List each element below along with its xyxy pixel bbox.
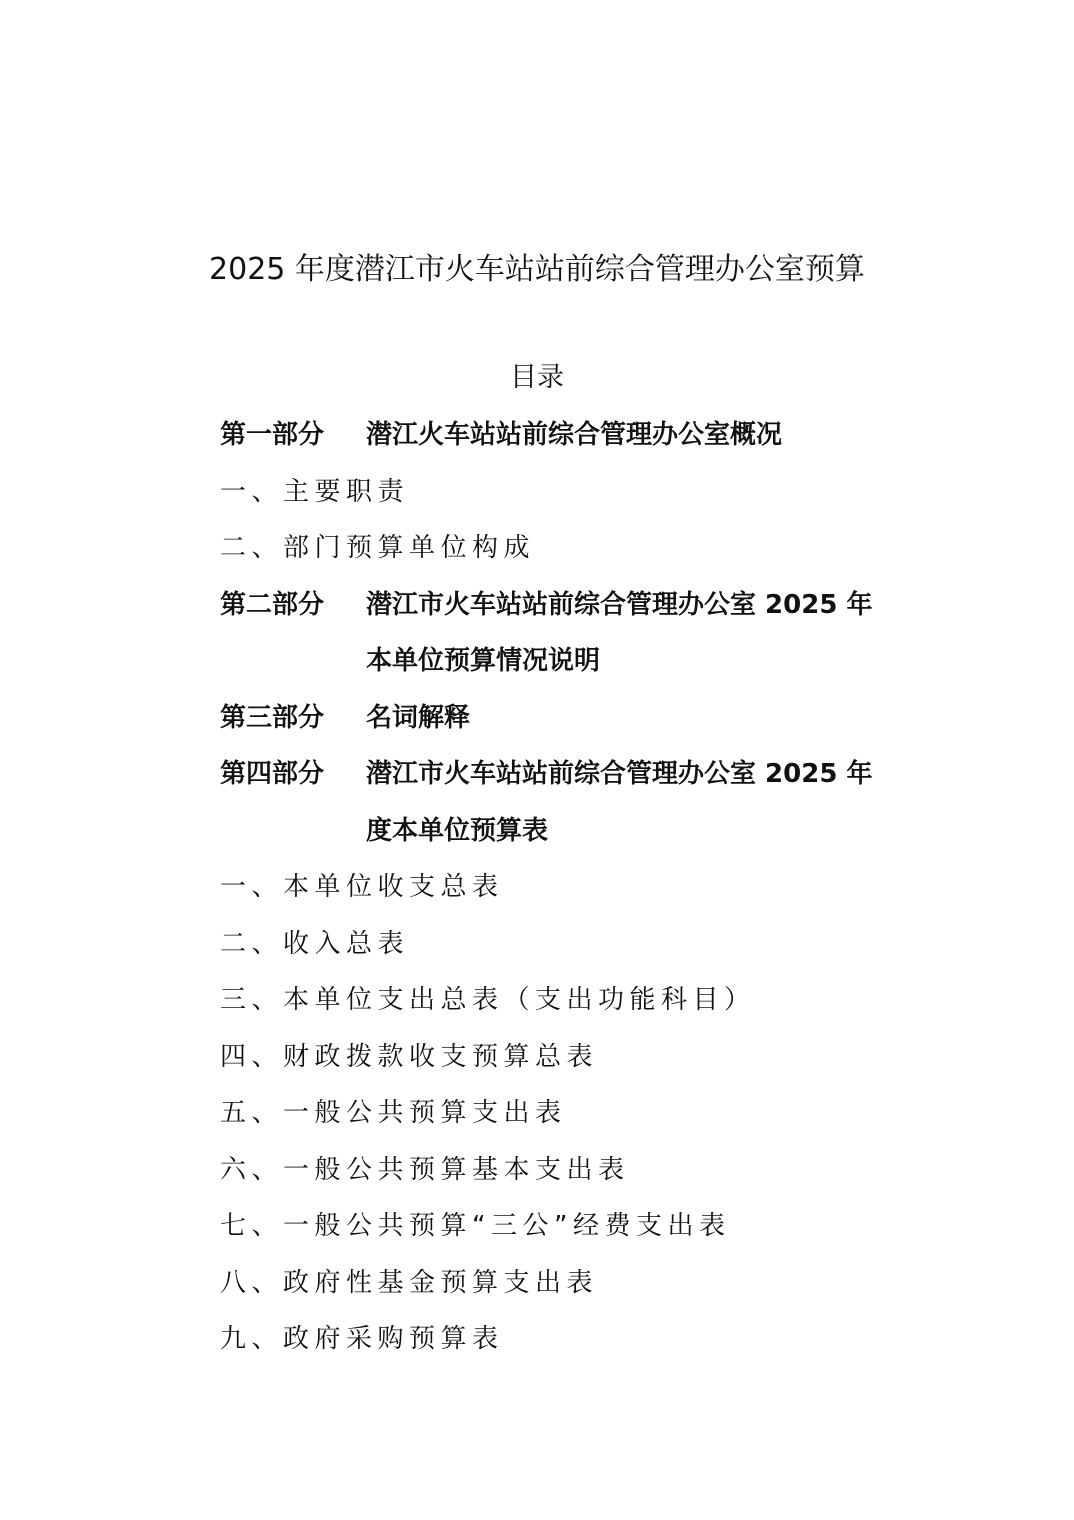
part-label: 第四部分 [220,759,325,789]
part-title: 潜江市火车站站前综合管理办公室 2025 年 [366,589,873,620]
toc-part-2-continuation[interactable]: 本单位预算情况说明 [366,646,601,676]
toc-part-1[interactable] [220,413,940,470]
toc-item[interactable]: 六、一般公共预算基本支出表 [220,1154,630,1185]
toc-item[interactable]: 一、本单位收支总表 [220,872,504,902]
part-title: 名词解释 [366,702,471,733]
toc-item[interactable]: 七、一般公共预算“三公”经费支出表 [220,1211,731,1241]
table-of-contents [220,413,940,1374]
document-title: 2025 年度潜江市火车站站前综合管理办公室预算 [209,252,865,287]
toc-item[interactable]: 九、政府采购预算表 [220,1324,504,1354]
toc-item[interactable]: 五、一般公共预算支出表 [220,1098,567,1128]
part-label: 第二部分 [220,589,325,620]
toc-item[interactable]: 二、部门预算单位构成 [220,533,536,563]
part-title: 潜江市火车站站前综合管理办公室 2025 年 [366,759,873,789]
toc-part-4-continuation[interactable]: 度本单位预算表 [366,815,549,846]
toc-part-3[interactable] [220,696,940,753]
part-label: 第一部分 [220,420,325,450]
toc-item[interactable]: 二、收入总表 [220,928,410,959]
toc-part-4[interactable] [220,752,940,809]
part-label: 第三部分 [220,702,325,733]
toc-heading: 目录 [510,362,564,393]
toc-item[interactable]: 一、主要职责 [220,476,410,507]
toc-item[interactable]: 三、本单位支出总表（支出功能科目） [220,985,756,1015]
toc-item[interactable]: 四、财政拨款收支预算总表 [220,1041,599,1072]
toc-part-2[interactable] [220,583,940,640]
part-title: 潜江火车站站前综合管理办公室概况 [366,420,783,450]
toc-item[interactable]: 八、政府性基金预算支出表 [220,1267,599,1298]
